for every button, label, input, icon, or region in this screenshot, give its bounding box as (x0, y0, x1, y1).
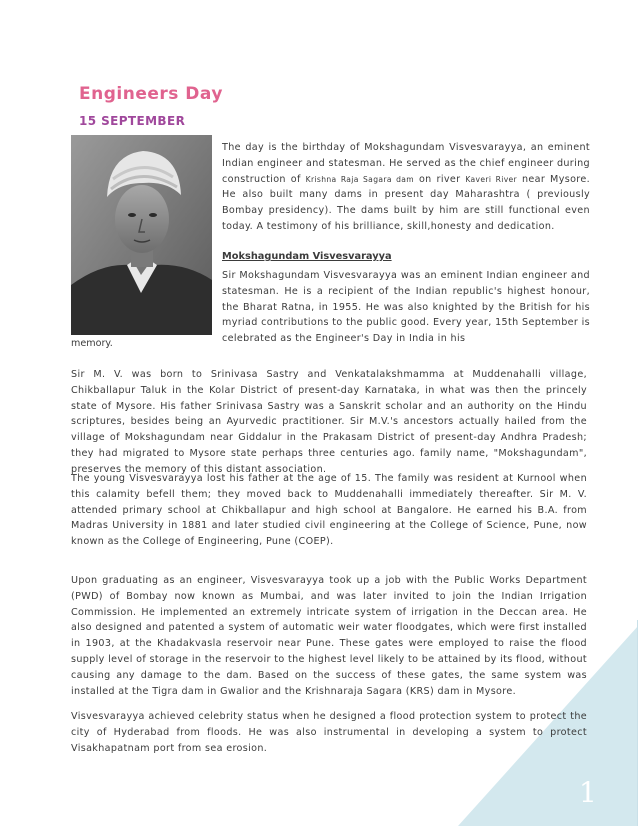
paragraph-birth: Sir M. V. was born to Srinivasa Sastry and Venkatalakshmamma at Muddenahalli village, Chikballapur Taluk in the Kolar District of present-day Karnataka, in what was then the princely state of Mysore. His father Srinivasa Sastry was a Sanskrit scholar and an authority on the Hindu scriptures, besides being an Ayurvedic practitioner. Sir M.V.'s ancestors actually hailed from the village of Mokshagundam near Giddalur in the Prakasam District of present-day Andhra Pradesh; they had migrated to Mysore state perhaps three centuries ago. family name, "Mokshagundam", preserves the memory of this distant association. (71, 369, 587, 475)
intro-text-1: The day is the birthday of Mokshagundam Visvesvarayya, an eminent Indian engineer and statesman. He served as the chief engineer during construction of (222, 142, 590, 185)
portrait-photo (71, 135, 212, 335)
paragraph-education: The young Visvesvarayya lost his father at the age of 15. The family was resident at Kurnool when this calamity befell them; they moved back to Muddenahalli immediately thereafter. Sir M. V. attended primary school at Chikballapur and high school at Bangalore. He earned his B.A. from Madras University in 1881 and later studied civil engineering at the College of Science, Pune, now known as the College of Engineering, Pune (COEP). (71, 473, 587, 548)
section-heading[interactable]: Mokshagundam Visvesvarayya (222, 251, 392, 262)
intro-text-3: near Mysore. He also built many dams in present day Maharashtra ( previously Bombay presidency). The dams built by him are still functional even today. A testimony of his brilliance, skill,honesty and dedication. (222, 173, 591, 232)
page-date: 15 SEPTEMBER (79, 114, 186, 128)
river-name: Kaveri River (465, 174, 518, 184)
birth-paragraph-block (71, 367, 587, 478)
bio-intro-block (222, 268, 590, 347)
page-title: Engineers Day (79, 84, 223, 104)
education-paragraph-block (71, 471, 587, 550)
intro-paragraph (222, 140, 590, 235)
portrait-illustration (71, 135, 212, 335)
dam-name: Krishna Raja Sagara dam (305, 174, 415, 184)
career-paragraph-block (71, 573, 587, 699)
celebrity-paragraph-block (71, 709, 587, 756)
intro-text-2: on river (414, 173, 466, 185)
intro-block (222, 140, 590, 235)
paragraph-celebrity: Visvesvarayya achieved celebrity status when he designed a flood protection system to protect the city of Hyderabad from floods. He was also instrumental in developing a system to protect Visakhapatnam port from sea erosion. (71, 711, 587, 754)
bio-intro-tail: memory. (71, 338, 113, 349)
paragraph-career: Upon graduating as an engineer, Visvesvarayya took up a job with the Public Works Department (PWD) of Bombay now known as Mumbai, and was later invited to join the Indian Irrigation Commission. He implemented an extremely intricate system of irrigation in the Deccan area. He also designed and patented a system of automatic weir water floodgates, which were first installed in 1903, at the Khadakvasla reservoir near Pune. These gates were employed to raise the flood supply level of storage in the reservoir to the highest level likely to be attained by its flood, without causing any damage to the dam. Based on the success of these gates, the same system was installed at the Tigra dam in Gwalior and the Krishnaraja Sagara (KRS) dam in Mysore. (71, 575, 587, 697)
page-number: 1 (579, 776, 597, 809)
bio-intro-paragraph: Sir Mokshagundam Visvesvarayya was an eminent Indian engineer and statesman. He is a recipient of the Indian republic's highest honour, the Bharat Ratna, in 1955. He was also knighted by the British for his myriad contributions to the public good. Every year, 15th September is celebrated as the Engineer's Day in India in his (222, 270, 590, 345)
